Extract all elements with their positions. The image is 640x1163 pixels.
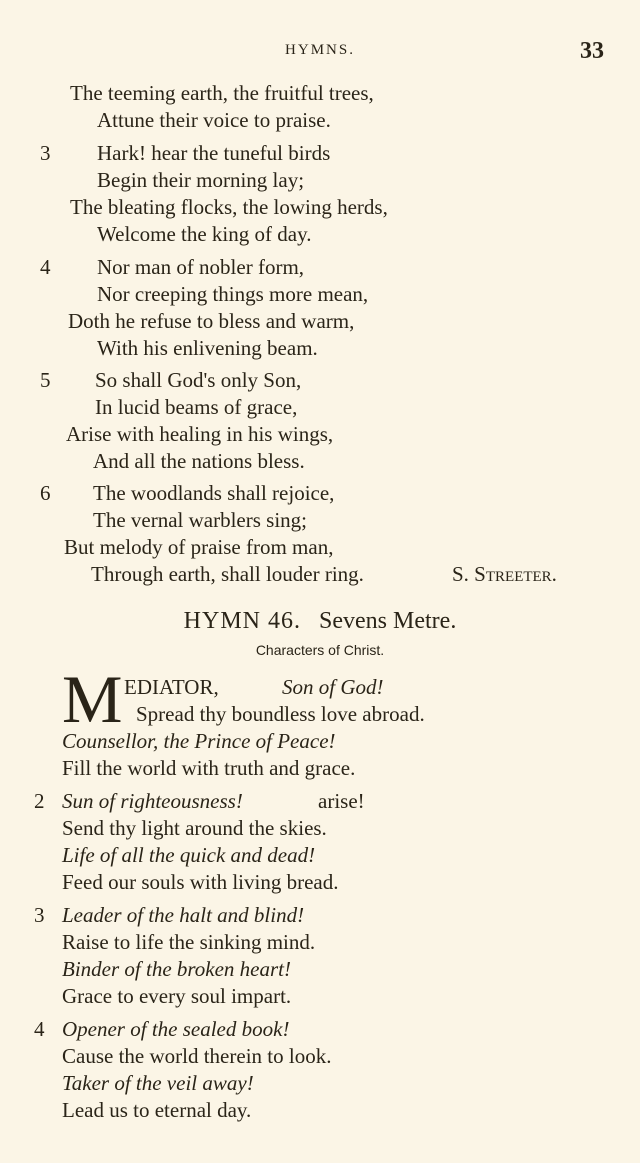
hymn45-line: But melody of praise from man, [64,535,334,559]
hymn45-line: The bleating flocks, the lowing herds, [70,195,388,219]
hymn-title [0,607,640,635]
hymn45-line: With his enlivening beam. [97,336,318,360]
hymn46-line: Opener of the sealed book! [62,1017,290,1041]
hymn45-line: Doth he refuse to bless and warm, [68,309,355,333]
hymn45-line: And all the nations bless. [93,449,305,473]
hymn46-line: Counsellor, the Prince of Peace! [62,729,336,753]
author-signature: S. Streeter. [452,562,557,586]
hymn45-line: The vernal warblers sing; [93,508,308,532]
drop-cap: M [62,661,123,737]
hymn46-line: Send thy light around the skies. [62,816,327,840]
hymn46-line: Taker of the veil away! [62,1071,254,1095]
hymn-subtitle: Characters of Christ. [255,642,385,658]
verse-number: 6 [40,481,51,505]
hymn46-line: Son of God! [282,675,384,699]
hymn45-line: Through earth, shall louder ring. [91,562,364,586]
hymn45-line: Hark! hear the tuneful birds [97,141,331,165]
hymn46-line: Binder of the broken heart! [62,957,292,981]
hymn46-line: Spread thy boundless love abroad. [136,702,425,726]
hymn46-line: Leader of the halt and blind! [62,903,305,927]
hymn45-line: The teeming earth, the fruitful trees, [70,81,374,105]
hymn46-line: Feed our souls with living bread. [62,870,339,894]
hymn46-line: Lead us to eternal day. [62,1098,252,1122]
hymn45-line: Nor man of nobler form, [97,255,305,279]
verse-number: 4 [40,255,51,279]
hymn46-line: arise! [318,789,365,813]
hymn45-line: The woodlands shall rejoice, [93,481,335,505]
running-head: HYMNS. [285,42,355,58]
verse-number: 3 [34,903,45,927]
hymn46-line: Raise to life the sinking mind. [62,930,316,954]
hymn45-line: Attune their voice to praise. [97,108,331,132]
hymn46-line: Fill the world with truth and grace. [62,756,356,780]
hymn-number: HYMN 46. [183,608,302,634]
hymn-metre: Sevens Metre. [319,608,457,634]
hymn46-line: Life of all the quick and dead! [62,843,316,867]
verse-number: 2 [34,789,45,813]
verse-number: 4 [34,1017,45,1041]
hymn46-line: Sun of righteousness! [62,789,243,813]
hymn45-line: Welcome the king of day. [97,222,312,246]
hymn45-line: So shall God's only Son, [95,368,302,392]
hymn46-line: EDIATOR, [124,675,219,699]
hymn46-line: Cause the world therein to look. [62,1044,332,1068]
page-number: 33 [580,38,604,64]
hymn45-line: Begin their morning lay; [97,168,305,192]
verse-number: 3 [40,141,51,165]
hymn45-line: In lucid beams of grace, [95,395,298,419]
hymn45-line: Nor creeping things more mean, [97,282,369,306]
hymn46-line: Grace to every soul impart. [62,984,292,1008]
hymn45-line: Arise with healing in his wings, [66,422,334,446]
verse-number: 5 [40,368,51,392]
